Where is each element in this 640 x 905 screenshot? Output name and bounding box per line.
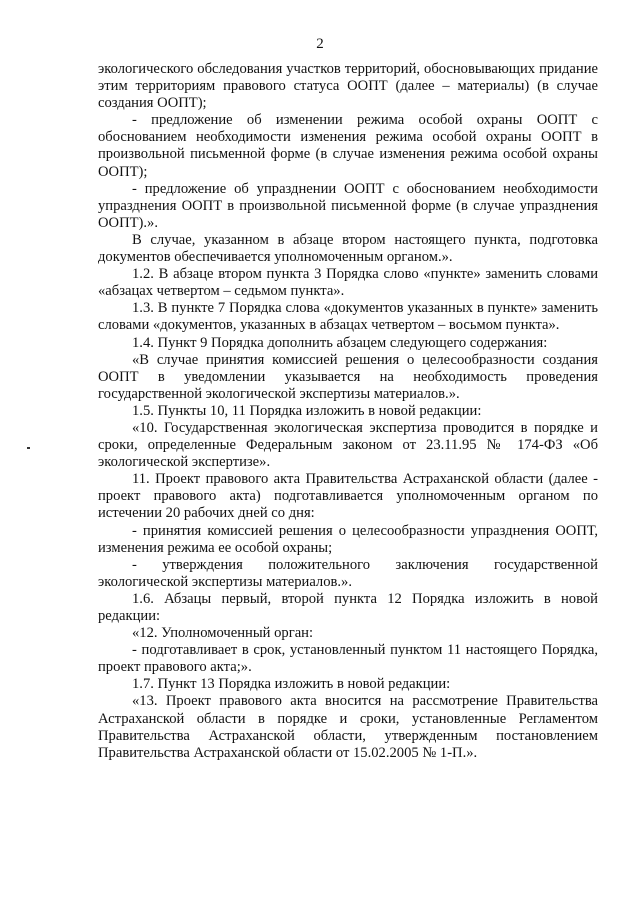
paragraph: - утверждения положительного заключения государственной экологической экспертизы материалов.». (98, 556, 598, 590)
paragraph: 1.4. Пункт 9 Порядка дополнить абзацем следующего содержания: (132, 334, 548, 351)
paragraph: - предложение об изменении режима особой охраны ООПТ с обоснованием необходимости изменения режима особой охраны ООПТ в произвольной письменной форме (в случае изменения режима особой охраны ООПТ); (98, 112, 598, 180)
margin-mark (27, 447, 30, 449)
paragraph: 1.5. Пункты 10, 11 Порядка изложить в новой редакции: (132, 402, 482, 419)
page-number: 2 (316, 36, 324, 52)
paragraph: 1.6. Абзацы первый, второй пункта 12 Порядка изложить в новой редакции: (98, 590, 598, 624)
paragraph: В случае, указанном в абзаце втором настоящего пункта, подготовка документов обеспечивается уполномоченным органом.». (98, 231, 598, 266)
paragraph: «12. Уполномоченный орган: (132, 625, 314, 642)
paragraph: «В случае принятия комиссией решения о целесообразности создания ООПТ в уведомлении указывается на необходимость проведения государственной экологической экспертизы материалов.». (98, 351, 598, 402)
paragraph: 1.7. Пункт 13 Порядка изложить в новой редакции: (132, 676, 451, 693)
paragraph: «10. Государственная экологическая экспертиза проводится в порядке и сроки, определенные Федеральным законом от 23.11.95 № 174-ФЗ «Об экологической экспертизе». (98, 419, 598, 471)
paragraph: 1.3. В пункте 7 Порядка слова «документов указанных в пункте» заменить словами «документов, указанных в абзацах четвертом – восьмом пункта». (98, 300, 598, 334)
paragraph: - подготавливает в срок, установленный пунктом 11 настоящего Порядка, проект правового акта;». (98, 642, 598, 676)
paragraph: 1.2. В абзаце втором пункта 3 Порядка слово «пункте» заменить словами «абзацах четвертом – седьмом пункта». (98, 266, 598, 300)
document-body (98, 61, 598, 762)
paragraph: - принятия комиссией решения о целесообразности упразднения ООПТ, изменения режима ее особой охраны; (98, 522, 598, 556)
paragraph: 11. Проект правового акта Правительства Астраханской области (далее - проект правового акта) подготавливается уполномоченным органом по истечении 20 рабочих дней со дня: (98, 471, 598, 522)
paragraph: - предложение об упразднении ООПТ с обоснованием необходимости упразднения ООПТ в произвольной письменной форме (в случае упразднения ООПТ).». (98, 180, 598, 231)
paragraph: «13. Проект правового акта вносится на рассмотрение Правительства Астраханской области в порядке и сроки, установленные Регламентом Правительства Астраханской области, утвержденным постановлением Правительства Астраханской области от 15.02.2005 № 1-П.». (98, 693, 598, 761)
paragraph: экологического обследования участков территорий, обосновывающих придание этим территориям правового статуса ООПТ (далее – материалы) (в случае создания ООПТ); (98, 61, 598, 112)
